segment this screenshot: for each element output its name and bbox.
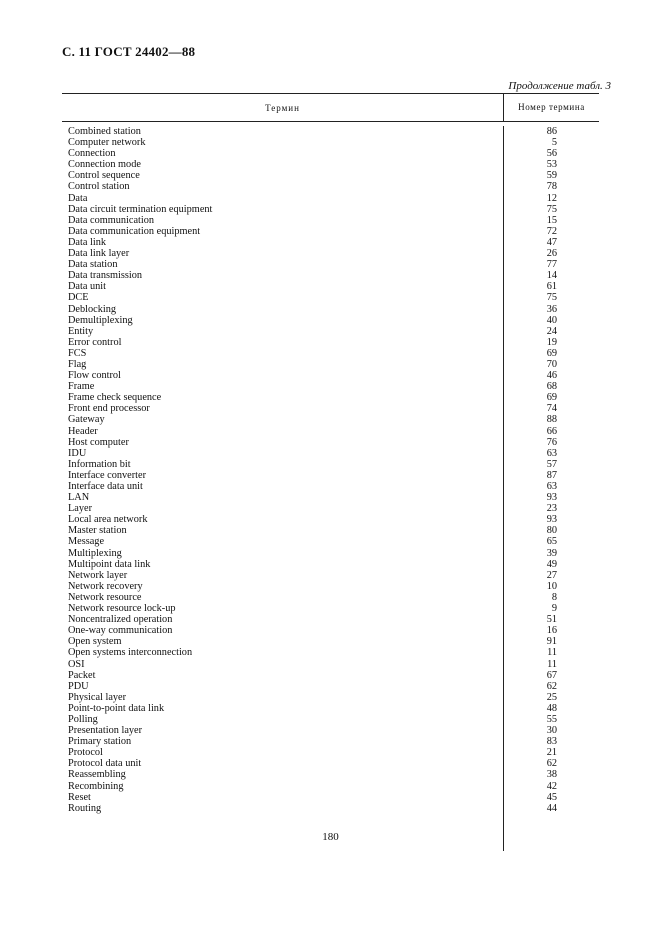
table-row-term: Network layer (68, 569, 128, 581)
table-row-number: 86 (546, 126, 557, 137)
table-row-number: 91 (546, 636, 557, 648)
table-row-term: Recombining (68, 780, 124, 792)
table-row-number: 53 (546, 159, 557, 171)
table-row-number: 87 (546, 469, 557, 481)
table-row-term: Data communication (68, 214, 155, 226)
column-header-number: Номер термина (503, 94, 599, 121)
table-row-number: 57 (546, 458, 557, 470)
table-row-term: Presentation layer (68, 725, 143, 737)
table-row-number: 16 (546, 625, 557, 637)
table-row-number: 70 (546, 358, 557, 370)
table-row-number: 11 (547, 647, 557, 659)
page-number: 180 (322, 831, 339, 843)
table-row-term: Data station (68, 259, 118, 271)
table-row-number: 26 (546, 248, 557, 260)
table-row-term: One-way communication (68, 625, 173, 637)
table-row-term: Header (68, 425, 98, 437)
table-row-term: Network recovery (68, 580, 143, 592)
table-row-number: 74 (546, 403, 557, 415)
table-row-number: 25 (546, 691, 557, 703)
table-row-number: 44 (546, 802, 557, 814)
table-row-term: Polling (68, 713, 98, 725)
table-row-term: Interface data unit (68, 481, 143, 492)
table-row-term: Data circuit termination equipment (68, 203, 213, 215)
table-row-term: Reassembling (68, 769, 126, 781)
table-row-number: 30 (546, 725, 557, 737)
table-row-number: 23 (546, 503, 557, 515)
table-row-number: 12 (546, 192, 557, 204)
table-row-term: Open system (68, 636, 122, 648)
table-row-number: 93 (546, 514, 557, 526)
table-row-number: 77 (546, 259, 557, 271)
numbers-column (503, 126, 599, 851)
table-row-term: Frame (68, 381, 95, 393)
table-row-number: 68 (546, 381, 557, 393)
table-row-term: Data (68, 192, 88, 204)
table-row-term: Data unit (68, 281, 107, 293)
table-row-number: 83 (546, 736, 557, 748)
table-row-term: Point-to-point data link (68, 702, 165, 714)
page-header: С. 11 ГОСТ 24402—88 (62, 44, 196, 59)
table-row-number: 40 (546, 314, 557, 326)
table-row-term: Entity (68, 325, 94, 337)
table-row-term: Information bit (68, 458, 131, 470)
table-row-number: 61 (546, 281, 557, 293)
table-row-term: Computer network (68, 137, 146, 149)
table-row-term: PDU (68, 680, 89, 692)
table-row-number: 19 (546, 336, 557, 348)
table-row-term: Data link (68, 236, 107, 248)
table-row-term: Flow control (68, 370, 121, 382)
table-row-number: 8 (551, 591, 557, 603)
table-row-term: Noncentralized operation (68, 614, 173, 626)
table-row-term: Data transmission (68, 270, 143, 282)
table-row-number: 75 (546, 292, 557, 304)
table-row-number: 62 (546, 680, 557, 692)
terms-table (62, 93, 599, 851)
table-row-term: Packet (68, 669, 96, 681)
table-row-term: Protocol (68, 747, 103, 759)
table-row-number: 45 (546, 791, 557, 803)
table-row-number: 63 (546, 447, 557, 459)
table-row-number: 75 (546, 203, 557, 215)
table-row-term: Network resource lock-up (68, 603, 176, 615)
table-row-term: Primary station (68, 736, 132, 748)
table-row-term: Data link layer (68, 248, 130, 260)
table-row-number: 66 (546, 425, 557, 437)
table-row-term: OSI (68, 658, 85, 670)
table-row-term: Network resource (68, 591, 142, 603)
table-row-number: 38 (546, 769, 557, 781)
table-row-number: 49 (546, 558, 557, 570)
table-row-term: LAN (68, 492, 90, 504)
table-row-term: Message (68, 536, 105, 548)
table-row-number: 15 (546, 214, 557, 226)
table-row-number: 65 (546, 536, 557, 548)
table-row-number: 24 (546, 325, 557, 337)
table-row-number: 42 (546, 780, 557, 792)
table-row-term: IDU (68, 447, 87, 459)
table-row-term: Connection mode (68, 159, 141, 171)
table-row-number: 11 (547, 658, 557, 670)
table-row-term: Protocol data unit (68, 758, 142, 770)
table-row-term: FCS (68, 347, 87, 359)
table-row-term: Interface converter (68, 469, 147, 481)
table-row-number: 55 (546, 713, 557, 725)
table-row-term: Multiplexing (68, 547, 122, 559)
table-row-number: 76 (546, 436, 557, 448)
table-row-number: 48 (546, 702, 557, 714)
table-row-term: Multipoint data link (68, 558, 151, 570)
table-row-number: 88 (546, 414, 557, 426)
table-row-term: Control station (68, 181, 130, 193)
table-row-term: Open systems interconnection (68, 647, 193, 659)
table-row-number: 10 (546, 580, 557, 592)
table-header-row (62, 93, 599, 122)
table-row-number: 14 (546, 270, 557, 282)
table-row-number: 93 (546, 492, 557, 504)
table-row-term: Error control (68, 336, 122, 348)
table-row-term: Master station (68, 525, 127, 537)
table-row-term: Data communication equipment (68, 225, 201, 237)
table-row-number: 47 (546, 236, 557, 248)
table-row-number: 63 (546, 481, 557, 492)
terms-column (62, 126, 503, 851)
table-row-term: Deblocking (68, 303, 117, 315)
table-row-term: Layer (68, 503, 93, 515)
table-row-term: Combined station (68, 126, 141, 137)
table-row-number: 69 (546, 392, 557, 404)
table-row-term: Routing (68, 802, 102, 814)
table-row-term: Physical layer (68, 691, 127, 703)
table-continuation-note: Продолжение табл. 3 (508, 80, 611, 92)
table-row-number: 51 (546, 614, 557, 626)
table-row-number: 46 (546, 370, 557, 382)
column-header-term: Термин (265, 102, 300, 113)
table-row-number: 80 (546, 525, 557, 537)
table-row-term: Frame check sequence (68, 392, 162, 404)
table-row-term: Host computer (68, 436, 129, 448)
table-row-number: 67 (546, 669, 557, 681)
table-row-number: 59 (546, 170, 557, 182)
table-row-number: 69 (546, 347, 557, 359)
table-row-number: 62 (546, 758, 557, 770)
table-row-number: 21 (546, 747, 557, 759)
table-row-number: 5 (551, 137, 557, 149)
table-row-term: Flag (68, 358, 87, 370)
table-row-term: DCE (68, 292, 89, 304)
table-row-number: 36 (546, 303, 557, 315)
table-row-term: Front end processor (68, 403, 150, 415)
table-row-number: 78 (546, 181, 557, 193)
table-row-term: Gateway (68, 414, 105, 426)
table-row-number: 27 (546, 569, 557, 581)
table-row-term: Demultiplexing (68, 314, 133, 326)
table-row-number: 9 (551, 603, 557, 615)
table-row-number: 56 (546, 148, 557, 160)
table-row-term: Reset (68, 791, 91, 803)
table-row-term: Local area network (68, 514, 148, 526)
table-body (62, 122, 599, 851)
table-row-term: Control sequence (68, 170, 140, 182)
table-row-term: Connection (68, 148, 116, 160)
table-row-number: 39 (546, 547, 557, 559)
table-row-number: 72 (546, 225, 557, 237)
